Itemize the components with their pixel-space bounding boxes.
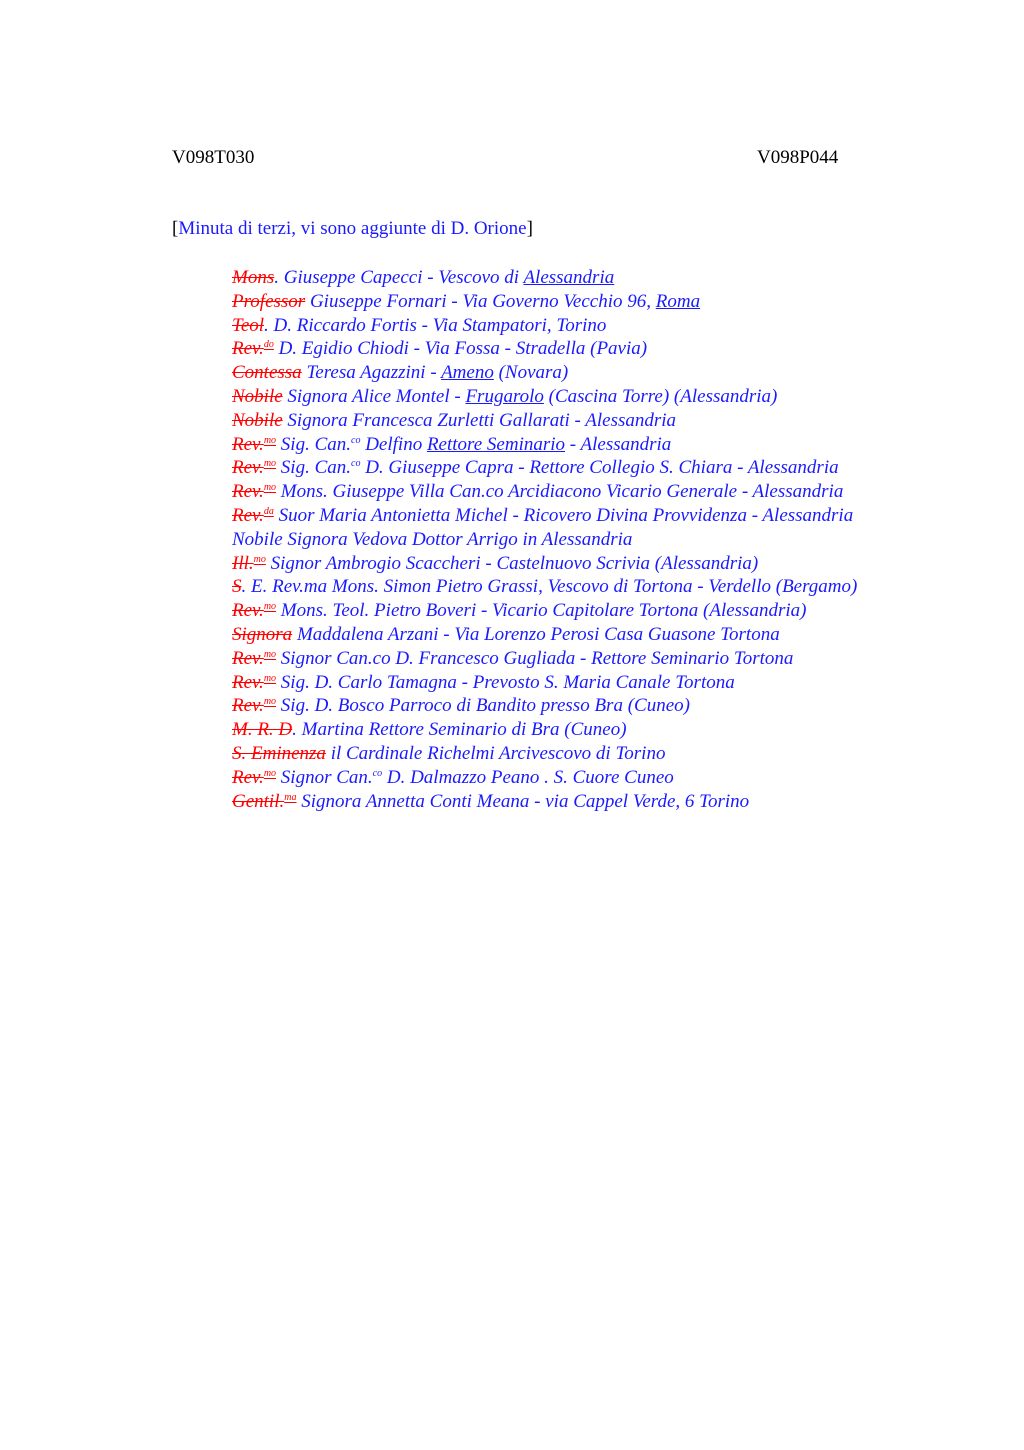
recipient-line [232,433,1012,457]
recipient-text: Mons. Giuseppe Villa Can.co Arcidiacono Vicario Generale - Alessandria [276,481,844,503]
deleted-title [232,481,276,502]
recipient-text-tail: D. Giuseppe Capra - Rettore Collegio S. Chiara - Alessandria [360,457,839,479]
superscript: co [351,434,361,446]
deleted-title-text: Ill. [232,552,254,574]
recipient-line [232,671,1012,695]
deleted-title-superscript: mo [263,696,277,708]
deleted-title-superscript: do [263,339,274,351]
recipient-text-tail: (Cascina Torre) (Alessandria) [543,385,778,407]
deleted-title-text: Rev. [232,338,264,360]
deleted-title [232,553,266,574]
deleted-title: Mons [232,267,275,288]
deleted-title [232,767,276,788]
note-close-bracket: ] [526,218,533,239]
deleted-title-text: Rev. [232,457,264,479]
recipient-text: Signora Alice Montel - [282,385,466,407]
recipient-line [232,623,1012,647]
recipient-text: Mons. Teol. Pietro Boveri - Vicario Capitolare Tortona (Alessandria) [276,600,807,622]
recipient-list [232,266,1012,813]
deleted-title [232,648,276,669]
note-text: Minuta di terzi, vi sono aggiunte di D. Orione [178,218,527,239]
recipient-line [232,480,1012,504]
deleted-title-superscript: mo [263,767,277,779]
deleted-title [232,791,296,812]
recipient-text: Signor Ambrogio Scaccheri - Castelnuovo Scrivia (Alessandria) [265,552,759,574]
deleted-title-superscript: mo [263,482,277,494]
recipient-text: Sig. D. Carlo Tamagna - Prevosto S. Maria Canale Tortona [276,671,735,693]
recipient-text: Sig. Can. [276,433,351,455]
recipient-line [232,456,1012,480]
recipient-text-tail: D. Dalmazzo Peano . S. Cuore Cuneo [382,766,674,788]
deleted-title-text: Rev. [232,647,264,669]
underlined-place: Roma [655,290,701,312]
recipient-text: Signor Can.co D. Francesco Gugliada - Rettore Seminario Tortona [276,647,794,669]
recipient-line [232,409,1012,433]
recipient-text: Sig. D. Bosco Parroco di Bandito presso Bra (Cuneo) [276,695,690,717]
deleted-title: Professor [232,290,306,312]
deleted-title: Contessa [232,362,302,384]
deleted-title [232,505,274,526]
recipient-line [232,266,1012,290]
deleted-title-text: Gentil. [232,790,285,812]
deleted-title-text: Rev. [232,504,264,526]
superscript: co [372,767,383,779]
recipient-text: . E. Rev.ma Mons. Simon Pietro Grassi, Vescovo di Tortona - Verdello (Bergamo) [241,576,858,598]
recipient-line [232,742,1012,766]
deleted-title: Nobile [232,409,283,431]
recipient-line [232,647,1012,671]
recipient-text: . Martina Rettore Seminario di Bra (Cuneo) [292,719,627,741]
deleted-title-text: Rev. [232,600,264,622]
deleted-title-text: Rev. [232,481,264,503]
underlined-place: Ameno [441,362,494,384]
recipient-line [232,528,1012,552]
recipient-text: Signora Annetta Conti Meana - via Cappel Verde, 6 Torino [296,790,750,812]
deleted-title-text: Rev. [232,671,264,693]
superscript: co [351,458,361,470]
recipient-text: Suor Maria Antonietta Michel - Ricovero Divina Provvidenza - Alessandria [273,504,854,526]
recipient-text: il Cardinale Richelmi Arcivescovo di Torino [325,742,666,764]
recipient-line [232,790,1012,814]
recipient-text: D. Egidio Chiodi - Via Fossa - Stradella (Pavia) [273,338,648,360]
deleted-title: Teol [232,314,265,336]
deleted-title-superscript: mo [263,601,277,613]
deleted-title-superscript: mo [263,458,277,470]
deleted-title: Signora [232,623,293,645]
deleted-title: M. R. D [232,719,293,741]
deleted-title-superscript: mo [263,648,277,660]
deleted-title-superscript: mo [263,672,277,684]
deleted-title-text: Rev. [232,433,264,455]
recipient-text: Maddalena Arzani - Via Lorenzo Perosi Casa Guasone Tortona [292,623,780,645]
deleted-title [232,695,276,716]
deleted-title: S. Eminenza [232,742,326,764]
deleted-title [232,338,274,359]
recipient-line [232,552,1012,576]
recipient-text: Giuseppe Fornari - Via Governo Vecchio 96, [305,290,656,312]
deleted-title: Nobile [232,385,283,407]
deleted-title [232,434,276,455]
deleted-title-superscript: da [263,505,274,517]
document-code-right: V098P044 [757,147,839,168]
note-open-bracket: [ [172,218,179,239]
recipient-line [232,599,1012,623]
recipient-line [232,718,1012,742]
deleted-title [232,457,276,478]
recipient-text: Signor Can. [276,766,373,788]
underlined-place: Alessandria [523,267,615,288]
document-code-left: V098T030 [172,147,255,168]
recipient-line [232,385,1012,409]
deleted-title-text: Rev. [232,766,264,788]
deleted-title [232,600,276,621]
recipient-line [232,314,1012,338]
deleted-title-superscript: ma [284,791,297,803]
deleted-title: S [232,576,242,598]
recipient-line [232,575,1012,599]
recipient-text-mid: Delfino [360,433,427,455]
recipient-line [232,766,1012,790]
recipient-text: Signora Francesca Zurletti Gallarati - Alessandria [282,409,677,431]
recipient-line [232,337,1012,361]
deleted-title-superscript: mo [263,434,277,446]
recipient-line [232,504,1012,528]
recipient-line [232,290,1012,314]
deleted-title-text: Rev. [232,695,264,717]
recipient-line [232,361,1012,385]
recipient-text: Nobile Signora Vedova Dottor Arrigo in Alessandria [232,528,633,550]
recipient-text: Sig. Can. [276,457,351,479]
recipient-text: . Giuseppe Capecci - Vescovo di [274,267,524,288]
recipient-text-tail: (Novara) [493,362,569,384]
recipient-text-tail: - Alessandria [565,433,672,455]
deleted-title-superscript: mo [253,553,266,565]
recipient-text: . D. Riccardo Fortis - Via Stampatori, Torino [264,314,607,336]
recipient-line [232,694,1012,718]
editorial-note [172,218,533,240]
underlined-place: Frugarolo [465,385,544,407]
underlined-role: Rettore Seminario [426,433,566,455]
recipient-text: Teresa Agazzini - [301,362,442,384]
deleted-title [232,672,276,693]
